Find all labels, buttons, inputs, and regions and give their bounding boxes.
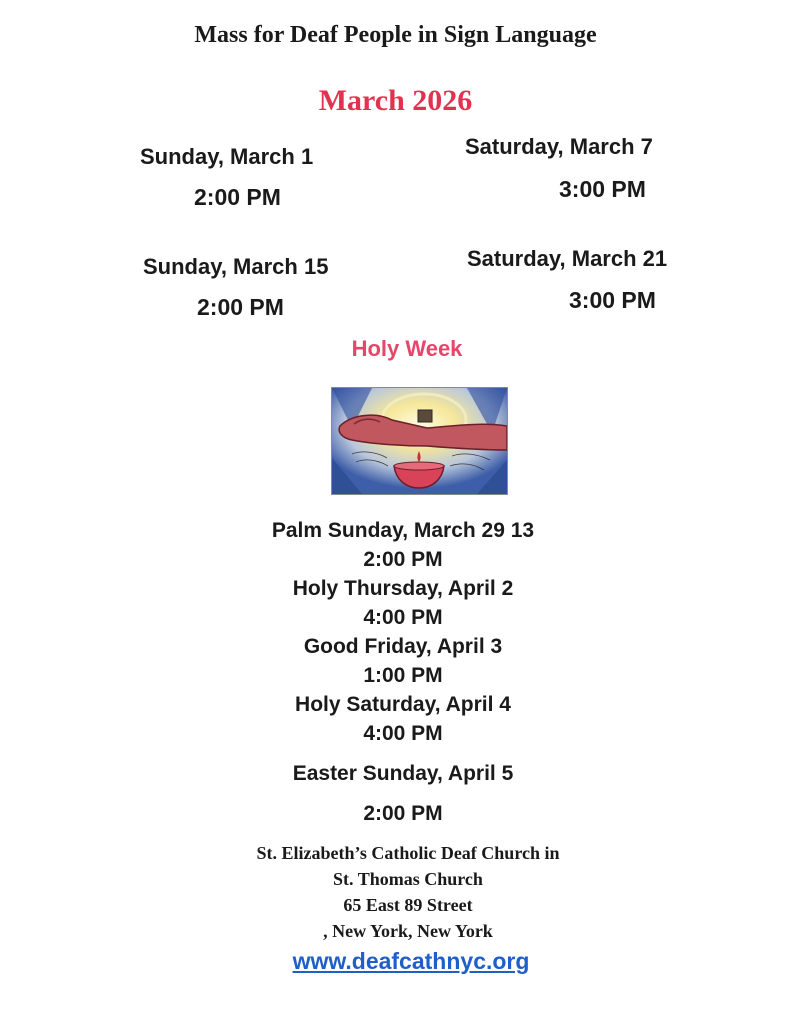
- schedule-time: 3:00 PM: [569, 287, 656, 313]
- holy-week-time: 4:00 PM: [363, 606, 443, 629]
- holy-week-time: 2:00 PM: [363, 548, 443, 571]
- address-line: , New York, New York: [323, 921, 493, 941]
- schedule-time: 3:00 PM: [559, 176, 646, 202]
- schedule-day: Sunday, March 15: [143, 254, 329, 279]
- month-heading: March 2026: [318, 84, 473, 117]
- flyer-title: Mass for Deaf People in Sign Language: [194, 22, 597, 48]
- holy-week-day: Good Friday, April 3: [303, 635, 503, 658]
- holy-week-time: 2:00 PM: [363, 802, 443, 825]
- schedule-time: 2:00 PM: [194, 184, 281, 210]
- schedule-day: Saturday, March 7: [465, 134, 653, 159]
- website-link[interactable]: www.deafcathnyc.org: [292, 948, 530, 974]
- schedule-day: Sunday, March 1: [140, 144, 314, 169]
- address-line: St. Thomas Church: [333, 869, 483, 889]
- schedule-day: Saturday, March 21: [467, 246, 668, 271]
- holy-week-day: Holy Saturday, April 4: [295, 693, 511, 716]
- holy-week-day: Palm Sunday, March 29 13: [271, 519, 535, 542]
- schedule-time: 2:00 PM: [197, 294, 284, 320]
- holy-week-time: 1:00 PM: [363, 664, 443, 687]
- holy-week-day: Easter Sunday, April 5: [292, 762, 514, 785]
- address-line: St. Elizabeth’s Catholic Deaf Church in: [256, 843, 560, 863]
- holy-week-heading: Holy Week: [351, 336, 463, 361]
- eucharist-illustration: [331, 387, 508, 495]
- holy-week-time: 4:00 PM: [363, 722, 443, 745]
- open-hand-chalice-icon: [332, 388, 507, 494]
- holy-week-day: Holy Thursday, April 2: [292, 577, 514, 600]
- address-line: 65 East 89 Street: [343, 895, 473, 915]
